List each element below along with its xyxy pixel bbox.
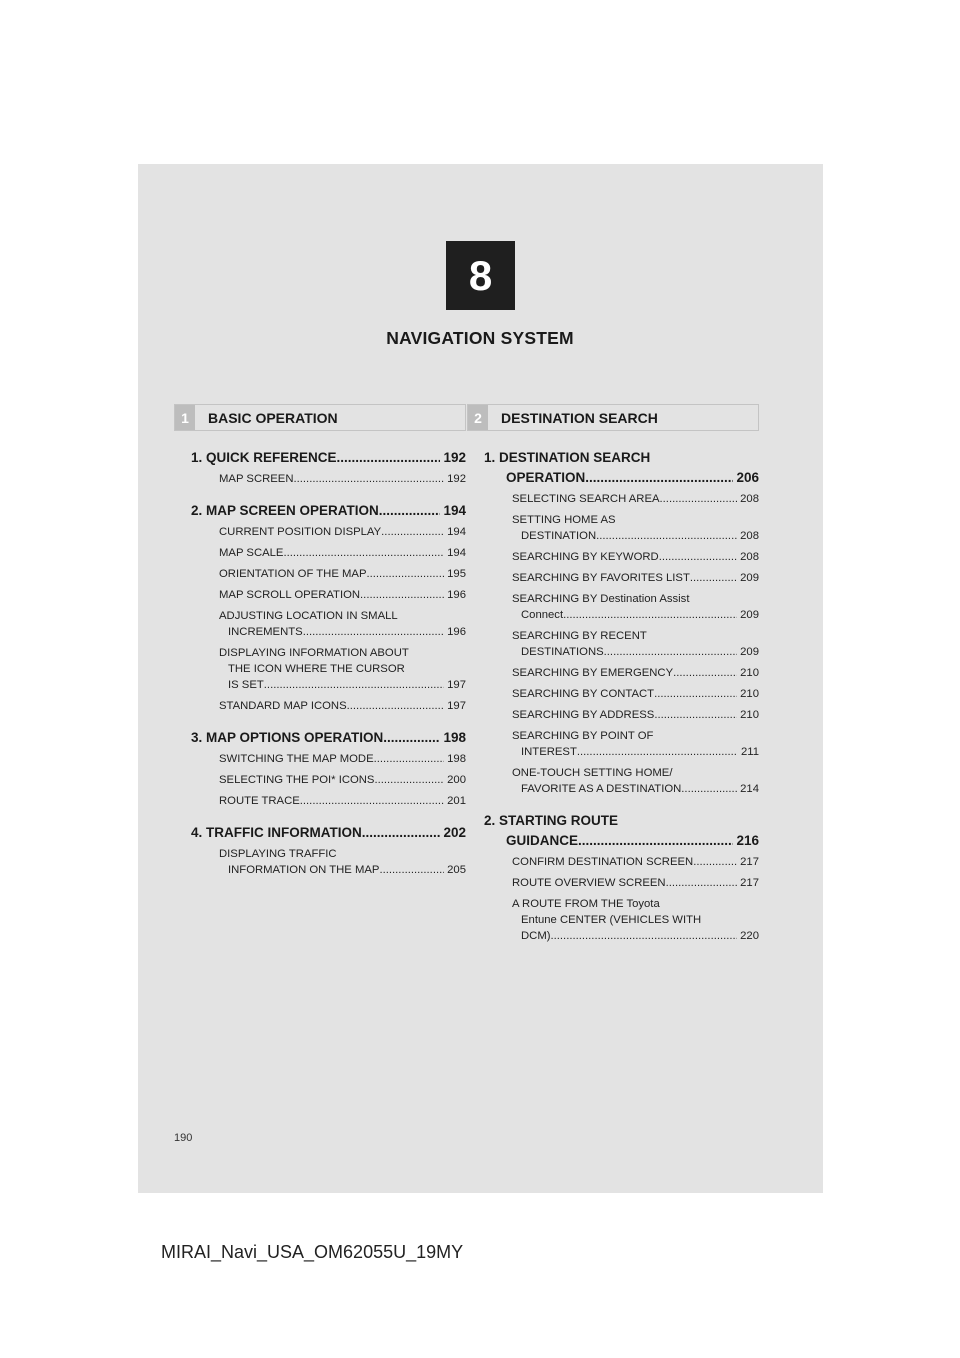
toc-entry-line xyxy=(219,751,466,767)
toc-entry[interactable] xyxy=(467,728,759,760)
leader-dots xyxy=(381,524,444,540)
toc-entry-title: DISPLAYING TRAFFIC xyxy=(219,848,337,860)
toc-entry[interactable] xyxy=(174,587,466,603)
toc-page-number: 209 xyxy=(740,609,759,621)
toc-entry-title: DESTINATION xyxy=(521,530,597,542)
toc-entry-line xyxy=(219,471,466,487)
toc-entry-line xyxy=(219,545,466,561)
toc-entry-line xyxy=(219,661,466,677)
toc-entry-title: CURRENT POSITION DISPLAY xyxy=(219,526,382,538)
toc-entry-title: SEARCHING BY CONTACT xyxy=(512,688,655,700)
toc-entry-line xyxy=(219,862,466,878)
chapter-number: 8 xyxy=(468,251,493,299)
leader-dots xyxy=(654,707,737,723)
toc-page-number: 205 xyxy=(447,864,466,876)
toc-entry-line xyxy=(512,528,759,544)
toc-entry-line xyxy=(512,728,759,744)
toc-entry[interactable] xyxy=(467,896,759,944)
toc-chapter-title[interactable]: 4. TRAFFIC INFORMATION xyxy=(191,825,362,840)
toc-entry-title: SEARCHING BY POINT OF xyxy=(512,730,654,742)
toc-entry-title: SELECTING SEARCH AREA xyxy=(512,493,660,505)
toc-entry-line xyxy=(219,645,466,661)
toc-chapter xyxy=(174,823,466,878)
leader-dots xyxy=(300,793,444,809)
leader-dots xyxy=(264,677,444,693)
toc-page-number: 209 xyxy=(740,646,759,658)
toc-entry-title: SEARCHING BY FAVORITES LIST xyxy=(512,572,690,584)
leader-dots xyxy=(551,928,738,944)
leader-dots xyxy=(383,728,440,748)
toc-entry-title: FAVORITE AS A DESTINATION xyxy=(521,783,682,795)
leader-dots xyxy=(660,491,738,507)
toc-page-number[interactable]: 206 xyxy=(736,470,759,485)
toc-entry-title: A ROUTE FROM THE Toyota xyxy=(512,898,660,910)
toc-entry-title: SEARCHING BY KEYWORD xyxy=(512,551,659,563)
leader-dots xyxy=(337,448,441,468)
toc-entry-title: SELECTING THE POI* ICONS xyxy=(219,774,375,786)
leader-dots xyxy=(374,772,444,788)
leader-dots xyxy=(673,665,737,681)
toc-entry-line xyxy=(219,587,466,603)
toc-entry[interactable] xyxy=(174,698,466,714)
toc-entry[interactable] xyxy=(467,591,759,623)
toc-entry-line xyxy=(512,665,759,681)
toc-chapter-line xyxy=(467,468,759,488)
toc-column-destination-search xyxy=(467,404,759,958)
toc-page-number: 196 xyxy=(447,589,466,601)
toc-entry-line xyxy=(512,781,759,797)
leader-dots xyxy=(654,686,737,702)
toc-page-number[interactable]: 202 xyxy=(443,825,466,840)
toc-chapter xyxy=(467,811,759,944)
toc-entry-title: ROUTE OVERVIEW SCREEN xyxy=(512,877,666,889)
toc-entry-line xyxy=(512,628,759,644)
toc-entry-line xyxy=(512,512,759,528)
toc-chapter-line xyxy=(174,501,466,521)
toc-entry-title: ORIENTATION OF THE MAP xyxy=(219,568,367,580)
leader-dots xyxy=(681,781,737,797)
toc-entries xyxy=(467,491,759,797)
toc-entry-line xyxy=(512,896,759,912)
toc-page-number: 209 xyxy=(740,572,759,584)
toc-entry[interactable] xyxy=(467,512,759,544)
toc-entry-line xyxy=(512,686,759,702)
toc-page-number: 217 xyxy=(740,877,759,889)
toc-chapter-line xyxy=(174,728,466,748)
leader-dots xyxy=(577,744,738,760)
toc-entry-title: INCREMENTS xyxy=(228,626,303,638)
leader-dots xyxy=(362,823,441,843)
toc-chapter-title[interactable]: GUIDANCE xyxy=(506,833,579,848)
toc-entry-line xyxy=(512,765,759,781)
leader-dots xyxy=(690,570,737,586)
toc-entry[interactable] xyxy=(174,545,466,561)
toc-page-number: 194 xyxy=(447,526,466,538)
section-number: 1 xyxy=(175,405,195,430)
toc-entry-line xyxy=(512,644,759,660)
chapter-number-badge xyxy=(446,241,515,310)
toc-entry-title: Connect xyxy=(521,609,564,621)
leader-dots xyxy=(693,854,737,870)
toc-entry-title: SEARCHING BY EMERGENCY xyxy=(512,667,674,679)
toc-entry-line xyxy=(219,524,466,540)
toc-entry[interactable] xyxy=(174,608,466,640)
toc-entry[interactable] xyxy=(467,628,759,660)
toc-list xyxy=(467,448,759,944)
toc-entry[interactable] xyxy=(467,686,759,702)
toc-page-number: 220 xyxy=(740,930,759,942)
toc-entry[interactable] xyxy=(174,793,466,809)
toc-page-number[interactable]: 194 xyxy=(443,503,466,518)
toc-chapter-title[interactable]: 1. DESTINATION SEARCH xyxy=(484,450,651,465)
toc-entry-title: INFORMATION ON THE MAP xyxy=(228,864,380,876)
leader-dots xyxy=(347,698,445,714)
toc-page-number: 210 xyxy=(740,667,759,679)
toc-entry[interactable] xyxy=(467,854,759,870)
toc-chapter-line xyxy=(174,448,466,468)
toc-entry-line xyxy=(512,549,759,565)
toc-chapter-line xyxy=(467,811,759,831)
toc-entry-title: SEARCHING BY Destination Assist xyxy=(512,593,690,605)
toc-entry[interactable] xyxy=(467,491,759,507)
toc-chapter-line xyxy=(467,831,759,851)
toc-entry-title: INTEREST xyxy=(521,746,577,758)
toc-list xyxy=(174,448,466,878)
toc-entry-title: SEARCHING BY RECENT xyxy=(512,630,647,642)
toc-entry[interactable] xyxy=(467,570,759,586)
toc-entry-line xyxy=(219,772,466,788)
document-id: MIRAI_Navi_USA_OM62055U_19MY xyxy=(161,1242,464,1262)
toc-entry-line xyxy=(512,875,759,891)
toc-page-number: 195 xyxy=(447,568,466,580)
chapter-title: NAVIGATION SYSTEM xyxy=(386,328,574,348)
toc-chapter xyxy=(467,448,759,797)
page-number: 190 xyxy=(174,1132,193,1144)
toc-entry-title: ONE-TOUCH SETTING HOME/ xyxy=(512,767,673,779)
toc-page-number: 210 xyxy=(740,688,759,700)
toc-entry[interactable] xyxy=(174,471,466,487)
toc-entry-line xyxy=(219,624,466,640)
toc-entry-title: THE ICON WHERE THE CURSOR xyxy=(228,663,405,675)
section-number: 2 xyxy=(468,405,488,430)
toc-chapter xyxy=(174,501,466,714)
toc-page-number[interactable]: 216 xyxy=(736,833,759,848)
toc-entry-line xyxy=(219,608,466,624)
leader-dots xyxy=(294,471,445,487)
toc-entry-line xyxy=(219,846,466,862)
toc-page-number: 192 xyxy=(447,473,466,485)
toc-page-number: 208 xyxy=(740,493,759,505)
toc-entry[interactable] xyxy=(174,645,466,693)
leader-dots xyxy=(379,862,444,878)
toc-chapter-title[interactable]: 3. MAP OPTIONS OPERATION xyxy=(191,730,384,745)
toc-entry[interactable] xyxy=(174,524,466,540)
toc-entries xyxy=(467,854,759,944)
toc-entry-line xyxy=(219,677,466,693)
leader-dots xyxy=(666,875,738,891)
toc-entries xyxy=(174,471,466,487)
leader-dots xyxy=(379,501,441,521)
toc-chapter xyxy=(174,448,466,487)
toc-page-number: 198 xyxy=(447,753,466,765)
section-header xyxy=(174,404,466,431)
toc-page-number: 196 xyxy=(447,626,466,638)
leader-dots xyxy=(374,751,445,767)
toc-page-number: 214 xyxy=(740,783,759,795)
toc-page-number: 210 xyxy=(740,709,759,721)
toc-entry-line xyxy=(512,707,759,723)
toc-entry[interactable] xyxy=(174,846,466,878)
toc-entry[interactable] xyxy=(467,707,759,723)
toc-page-number: 211 xyxy=(740,746,759,758)
toc-chapter-title[interactable]: OPERATION xyxy=(506,470,586,485)
toc-page-number[interactable]: 192 xyxy=(443,450,466,465)
toc-column-basic-operation xyxy=(174,404,466,892)
toc-entry-title: SETTING HOME AS xyxy=(512,514,616,526)
leader-dots xyxy=(596,528,737,544)
toc-entry[interactable] xyxy=(467,665,759,681)
toc-entry-line xyxy=(512,607,759,623)
toc-page-number: 208 xyxy=(740,530,759,542)
toc-entry-line xyxy=(219,793,466,809)
section-title: BASIC OPERATION xyxy=(208,409,338,426)
leader-dots xyxy=(360,587,444,603)
toc-entry-line xyxy=(512,744,759,760)
toc-entry-title: CONFIRM DESTINATION SCREEN xyxy=(512,856,694,868)
toc-entry-title: DCM) xyxy=(521,930,551,942)
leader-dots xyxy=(578,831,733,851)
toc-page-number: 200 xyxy=(447,774,466,786)
toc-page-number: 197 xyxy=(447,700,466,712)
toc-entry[interactable] xyxy=(467,765,759,797)
toc-chapter-line xyxy=(467,448,759,468)
toc-chapter-title[interactable]: 2. MAP SCREEN OPERATION xyxy=(191,503,379,518)
toc-entry-title: MAP SCALE xyxy=(219,547,284,559)
toc-entry[interactable] xyxy=(467,549,759,565)
leader-dots xyxy=(283,545,444,561)
toc-entry-title: Entune CENTER (VEHICLES WITH xyxy=(521,914,702,926)
leader-dots xyxy=(563,607,737,623)
toc-entry-title: ADJUSTING LOCATION IN SMALL xyxy=(219,610,398,622)
toc-chapter-title[interactable]: 2. STARTING ROUTE xyxy=(484,813,619,828)
toc-entry-line xyxy=(512,912,759,928)
toc-entry-line xyxy=(512,591,759,607)
toc-entry-title: MAP SCREEN xyxy=(219,473,294,485)
toc-chapter-title[interactable]: 1. QUICK REFERENCE xyxy=(191,450,337,465)
toc-entries xyxy=(174,524,466,714)
toc-chapter xyxy=(174,728,466,809)
toc-entry[interactable] xyxy=(467,875,759,891)
toc-entry-line xyxy=(512,928,759,944)
leader-dots xyxy=(303,624,444,640)
toc-entry-title: ROUTE TRACE xyxy=(219,795,300,807)
section-header xyxy=(467,404,759,431)
toc-entry-title: DESTINATIONS xyxy=(521,646,604,658)
toc-entry-title: SWITCHING THE MAP MODE xyxy=(219,753,374,765)
toc-entry-line xyxy=(219,566,466,582)
toc-entry-line xyxy=(219,698,466,714)
toc-entry-line xyxy=(512,491,759,507)
toc-page-number: 197 xyxy=(447,679,466,691)
toc-entries xyxy=(174,751,466,809)
toc-page-number: 201 xyxy=(447,795,466,807)
toc-entry-title: STANDARD MAP ICONS xyxy=(219,700,347,712)
toc-entry-title: MAP SCROLL OPERATION xyxy=(219,589,361,601)
toc-chapter-line xyxy=(174,823,466,843)
section-title: DESTINATION SEARCH xyxy=(501,409,658,426)
leader-dots xyxy=(585,468,733,488)
toc-page-number: 217 xyxy=(740,856,759,868)
leader-dots xyxy=(367,566,445,582)
toc-entry[interactable] xyxy=(174,751,466,767)
toc-page-number: 194 xyxy=(447,547,466,559)
toc-entry[interactable] xyxy=(174,566,466,582)
toc-entry-line xyxy=(512,570,759,586)
toc-entry-line xyxy=(512,854,759,870)
toc-page-number[interactable]: 198 xyxy=(443,730,466,745)
toc-entry-title: DISPLAYING INFORMATION ABOUT xyxy=(219,647,409,659)
toc-entry[interactable] xyxy=(174,772,466,788)
toc-entries xyxy=(174,846,466,878)
toc-entry-title: IS SET xyxy=(228,679,264,691)
toc-page-number: 208 xyxy=(740,551,759,563)
toc-entry-title: SEARCHING BY ADDRESS xyxy=(512,709,655,721)
leader-dots xyxy=(659,549,737,565)
leader-dots xyxy=(604,644,737,660)
